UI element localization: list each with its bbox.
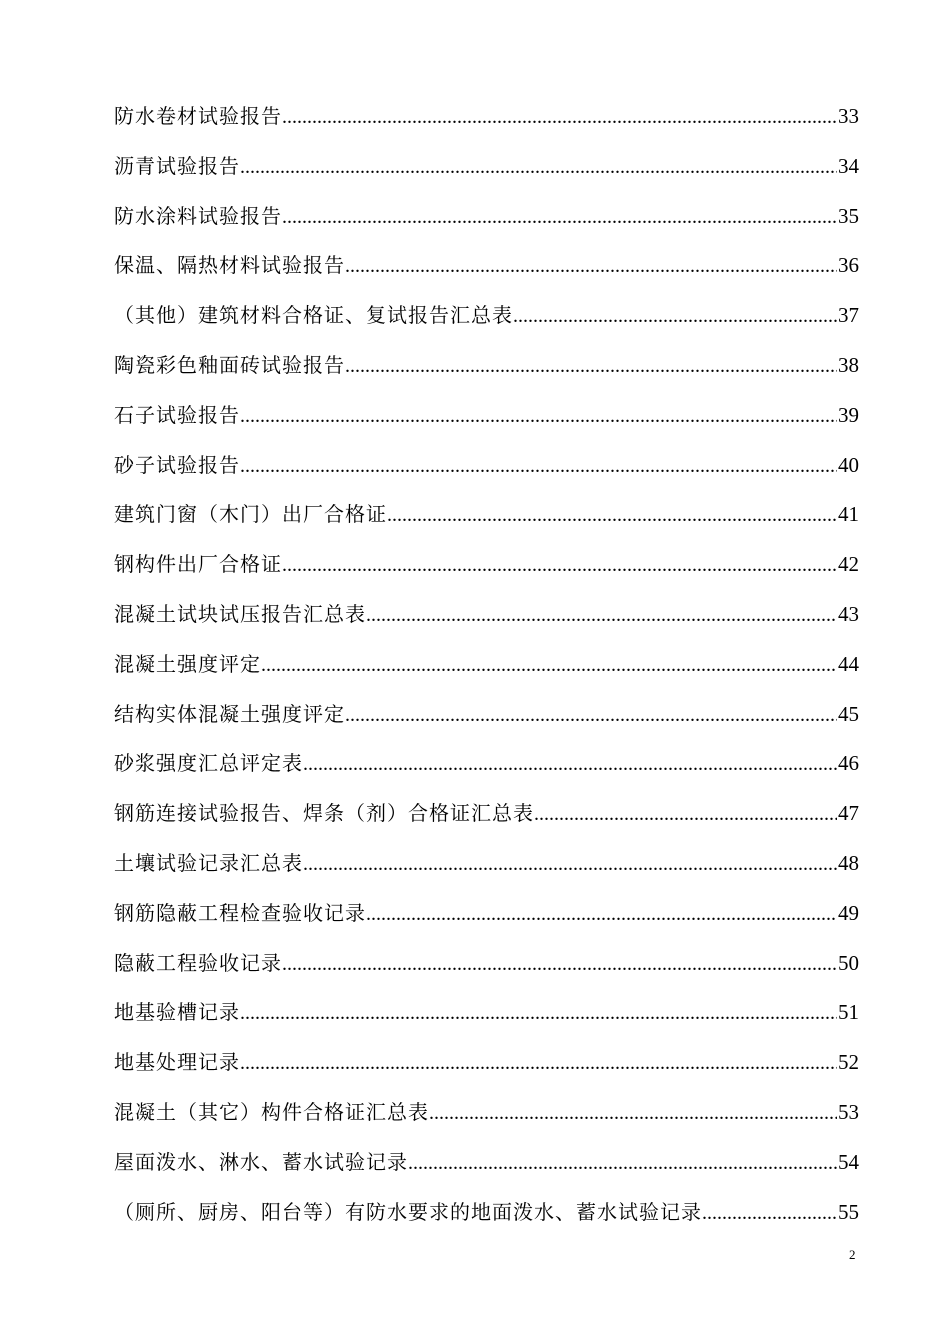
toc-dot-leader <box>366 591 837 640</box>
toc-entry-title: 屋面泼水、淋水、蓄水试验记录 <box>114 1149 408 1174</box>
toc-entry[interactable] <box>114 640 859 690</box>
page-number: 2 <box>849 1247 856 1262</box>
toc-entry[interactable] <box>114 1138 859 1188</box>
toc-entry-page-number: 53 <box>838 1099 859 1124</box>
toc-entry-title: 土壤试验记录汇总表 <box>114 850 303 875</box>
toc-entry-page-number: 40 <box>838 452 859 477</box>
toc-entry-title: 结构实体混凝土强度评定 <box>114 701 345 726</box>
toc-entry-title: 混凝土强度评定 <box>114 651 261 676</box>
toc-entry-title: 建筑门窗（木门）出厂合格证 <box>114 502 387 527</box>
toc-entry[interactable] <box>114 291 859 341</box>
toc-entry[interactable] <box>114 839 859 889</box>
toc-dot-leader <box>534 790 837 839</box>
toc-entry-title: 钢筋隐蔽工程检查验收记录 <box>114 900 366 925</box>
toc-entry-page-number: 54 <box>838 1149 859 1174</box>
toc-dot-leader <box>345 342 837 391</box>
toc-entry-page-number: 43 <box>838 601 859 626</box>
toc-dot-leader <box>240 143 837 192</box>
toc-dot-leader <box>303 740 837 789</box>
toc-entry-page-number: 36 <box>838 253 859 278</box>
toc-entry[interactable] <box>114 391 859 441</box>
toc-entry-page-number: 55 <box>838 1199 859 1224</box>
toc-entry-page-number: 38 <box>838 352 859 377</box>
toc-entry[interactable] <box>114 889 859 939</box>
toc-entry-page-number: 42 <box>838 552 859 577</box>
toc-dot-leader <box>240 989 837 1038</box>
toc-entry[interactable] <box>114 192 859 242</box>
toc-dot-leader <box>282 193 837 242</box>
toc-entry-page-number: 35 <box>838 203 859 228</box>
toc-entry-page-number: 50 <box>838 950 859 975</box>
toc-entry-title: 地基处理记录 <box>114 1050 240 1075</box>
toc-entry-page-number: 46 <box>838 751 859 776</box>
toc-dot-leader <box>387 491 837 540</box>
toc-dot-leader <box>240 442 837 491</box>
toc-entry-page-number: 41 <box>838 502 859 527</box>
toc-entry-title: 地基验槽记录 <box>114 1000 240 1025</box>
toc-entry-page-number: 34 <box>838 153 859 178</box>
toc-entry[interactable] <box>114 241 859 291</box>
toc-entry-page-number: 51 <box>838 1000 859 1025</box>
toc-entry[interactable] <box>114 739 859 789</box>
toc-entry-title: 混凝土试块试压报告汇总表 <box>114 601 366 626</box>
toc-dot-leader <box>303 840 837 889</box>
toc-entry[interactable] <box>114 939 859 989</box>
toc-entry-title: 防水涂料试验报告 <box>114 203 282 228</box>
toc-entry[interactable] <box>114 142 859 192</box>
toc-dot-leader <box>702 1189 837 1238</box>
toc-entry[interactable] <box>114 1038 859 1088</box>
toc-entry[interactable] <box>114 1188 859 1238</box>
toc-entry[interactable] <box>114 1088 859 1138</box>
toc-entry[interactable] <box>114 92 859 142</box>
toc-entry-page-number: 45 <box>838 701 859 726</box>
toc-entry-title: 陶瓷彩色釉面砖试验报告 <box>114 352 345 377</box>
toc-dot-leader <box>240 1039 837 1088</box>
toc-entry-title: 保温、隔热材料试验报告 <box>114 253 345 278</box>
toc-entry-title: 钢构件出厂合格证 <box>114 552 282 577</box>
toc-entry-title: 混凝土（其它）构件合格证汇总表 <box>114 1099 429 1124</box>
toc-entry[interactable] <box>114 988 859 1038</box>
toc-entry[interactable] <box>114 490 859 540</box>
toc-dot-leader <box>408 1139 837 1188</box>
toc-entry-title: （厕所、厨房、阳台等）有防水要求的地面泼水、蓄水试验记录 <box>114 1199 702 1224</box>
toc-entry-page-number: 48 <box>838 850 859 875</box>
toc-entry-title: 隐蔽工程验收记录 <box>114 950 282 975</box>
toc-entry[interactable] <box>114 789 859 839</box>
toc-entry-title: （其他）建筑材料合格证、复试报告汇总表 <box>114 303 513 328</box>
toc-dot-leader <box>240 392 837 441</box>
toc-entry[interactable] <box>114 341 859 391</box>
toc-entry-title: 石子试验报告 <box>114 402 240 427</box>
toc-entry-title: 砂浆强度汇总评定表 <box>114 751 303 776</box>
toc-dot-leader <box>282 940 837 989</box>
toc-entry-page-number: 44 <box>838 651 859 676</box>
toc-entry[interactable] <box>114 590 859 640</box>
toc-entry[interactable] <box>114 690 859 740</box>
toc-entry-title: 砂子试验报告 <box>114 452 240 477</box>
toc-dot-leader <box>513 292 837 341</box>
toc-entry-title: 沥青试验报告 <box>114 153 240 178</box>
toc-dot-leader <box>261 641 837 690</box>
toc-dot-leader <box>345 691 837 740</box>
toc-entry-page-number: 52 <box>838 1050 859 1075</box>
toc-entry[interactable] <box>114 540 859 590</box>
toc-dot-leader <box>366 890 837 939</box>
toc-entry-title: 防水卷材试验报告 <box>114 104 282 128</box>
toc-entry-page-number: 39 <box>838 402 859 427</box>
toc-dot-leader <box>282 93 837 142</box>
toc-entry[interactable] <box>114 441 859 491</box>
toc-dot-leader <box>345 242 837 291</box>
toc-entry-page-number: 49 <box>838 900 859 925</box>
toc-entry-page-number: 47 <box>838 801 859 826</box>
toc-dot-leader <box>282 541 837 590</box>
toc-dot-leader <box>429 1089 837 1138</box>
toc-entry-page-number: 37 <box>838 303 859 328</box>
toc-entry-title: 钢筋连接试验报告、焊条（剂）合格证汇总表 <box>114 801 534 826</box>
toc-entry-page-number: 33 <box>838 104 859 128</box>
table-of-contents <box>114 92 859 1237</box>
